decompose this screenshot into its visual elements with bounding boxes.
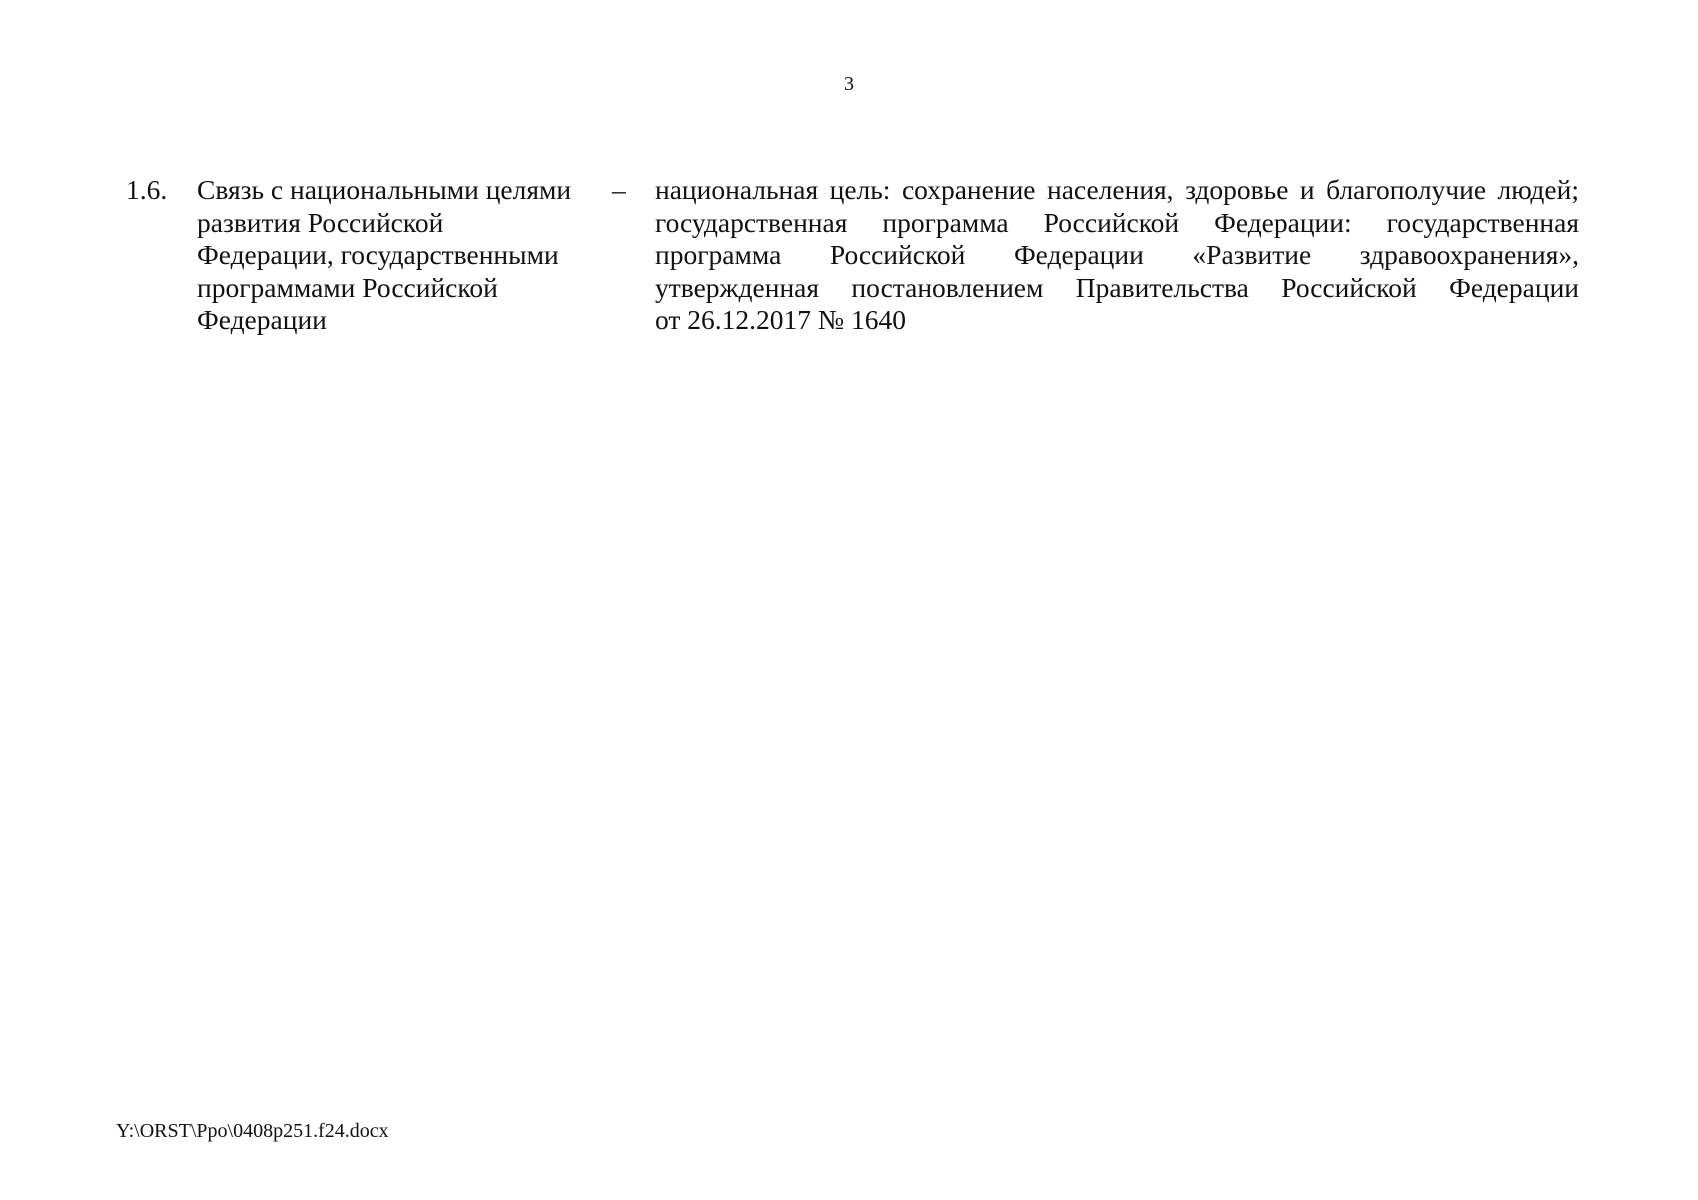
item-number: 1.6. <box>126 174 168 205</box>
page-number: 3 <box>844 73 854 95</box>
item-value <box>655 174 1579 337</box>
label-line: Федерации <box>197 304 327 336</box>
value-line: государственная программа Российской Федерации: государственная <box>655 206 1579 238</box>
label-line: Связь с национальными целями <box>197 174 572 205</box>
value-line: утвержденная постановлением Правительства Российской Федерации <box>655 271 1579 303</box>
footer-file-path: Y:\ORST\Ppo\0408p251.f24.docx <box>116 1120 389 1142</box>
value-line: национальная цель: сохранение населения, здоровье и благополучие людей; <box>655 174 1579 205</box>
item-dash: – <box>612 174 626 205</box>
item-label <box>197 174 597 337</box>
label-line: развития Российской <box>197 206 444 238</box>
value-line: программа Российской Федерации «Развитие здравоохранения», <box>655 239 1579 271</box>
label-line: Федерации, государственными <box>197 239 559 271</box>
label-line: программами Российской <box>197 271 498 303</box>
value-line: от 26.12.2017 № 1640 <box>655 304 907 336</box>
